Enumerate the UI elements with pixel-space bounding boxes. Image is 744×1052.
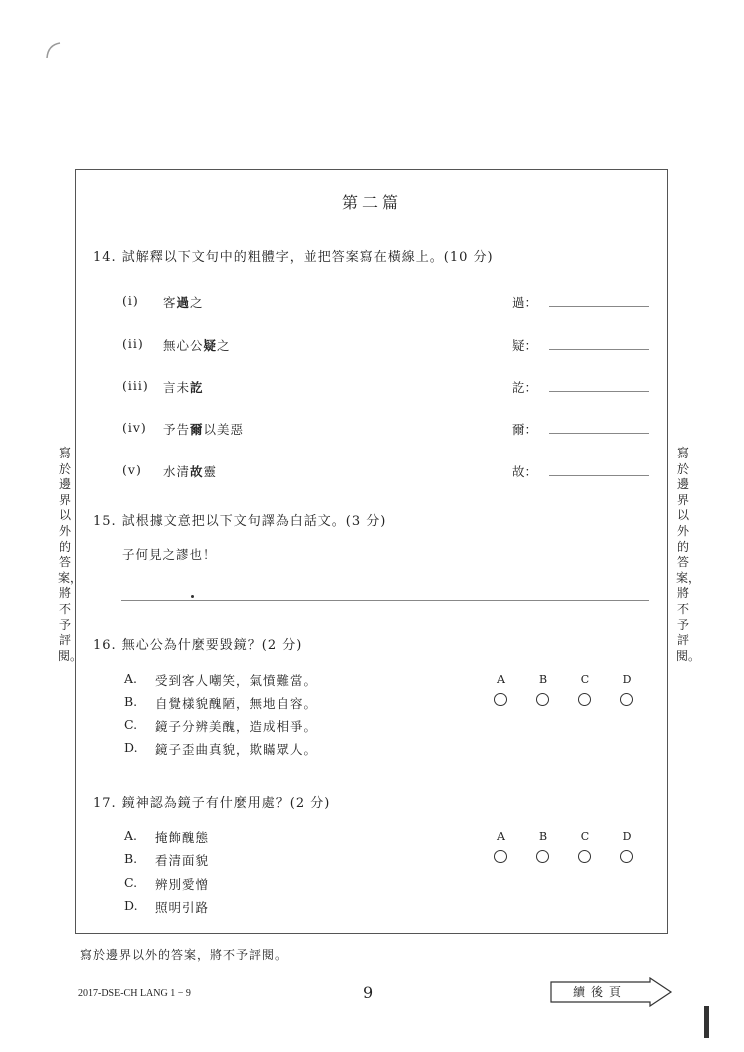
q17-bubble-letter-d: D xyxy=(622,830,632,843)
q16-option-letter: C. xyxy=(124,717,138,732)
q16-option-letter: A. xyxy=(124,671,138,686)
q14-answer-line[interactable] xyxy=(549,349,649,350)
q16-bubble-b[interactable] xyxy=(536,693,549,706)
q14-item-text: 水清故靈 xyxy=(163,464,218,479)
q15-sentence: 子何見之謬也！ xyxy=(122,547,217,562)
q14-item-label: (iii) xyxy=(122,378,149,393)
q16-option-letter: B. xyxy=(124,694,138,709)
q17-prompt: 17. 鏡神認為鏡子有什麼用處？(2 分) xyxy=(93,796,331,811)
q17-bubble-c[interactable] xyxy=(578,850,591,863)
q14-answer-char: 疑： xyxy=(512,338,538,353)
q16-bubble-letter-d: D xyxy=(622,673,632,686)
q14-answer-char: 過： xyxy=(512,295,538,310)
q16-option-text: 鏡子歪曲真貌，欺瞞眾人。 xyxy=(155,742,318,757)
q14-item-label: (ii) xyxy=(122,336,144,351)
paper-code: 2017-DSE-CH LANG 1 − 9 xyxy=(78,988,191,999)
q14-answer-char: 訖： xyxy=(512,380,538,395)
q16-bubble-letter-b: B xyxy=(538,673,548,686)
q17-option-text: 看清面貌 xyxy=(155,853,210,868)
q14-answer-char: 故： xyxy=(512,464,538,479)
q17-bubble-b[interactable] xyxy=(536,850,549,863)
q17-option-letter: D. xyxy=(124,898,138,913)
q15-prompt: 15. 試根據文意把以下文句譯為白話文。(3 分) xyxy=(93,514,387,529)
q16-bubble-a[interactable] xyxy=(494,693,507,706)
q17-option-letter: C. xyxy=(124,875,138,890)
q17-option-letter: B. xyxy=(124,851,138,866)
q17-bubble-letter-b: B xyxy=(538,830,548,843)
q14-prompt: 14. 試解釋以下文句中的粗體字，並把答案寫在橫線上。(10 分) xyxy=(93,250,494,265)
q17-bubble-letter-a: A xyxy=(497,830,505,843)
continue-label: 續後頁 xyxy=(572,985,627,999)
right-margin-note: 寫於邊界以外的答案，將不予評閱。 xyxy=(676,446,701,663)
continue-arrow xyxy=(550,977,674,1007)
q15-answer-line[interactable] xyxy=(121,600,649,601)
ink-dot xyxy=(191,595,194,598)
q17-option-text: 照明引路 xyxy=(155,900,210,915)
q17-option-letter: A. xyxy=(124,828,138,843)
q17-bubble-a[interactable] xyxy=(494,850,507,863)
q16-option-text: 鏡子分辨美醜，造成相爭。 xyxy=(155,719,318,734)
q16-bubble-letter-a: A xyxy=(497,673,505,686)
q14-item-text: 客過之 xyxy=(163,295,204,310)
edge-mark xyxy=(704,1006,709,1038)
q16-bubble-c[interactable] xyxy=(578,693,591,706)
q16-prompt: 16. 無心公為什麼要毀鏡？(2 分) xyxy=(93,638,303,653)
page-number: 9 xyxy=(363,983,374,1002)
q14-item-text: 言未訖 xyxy=(163,380,204,395)
q14-item-label: (v) xyxy=(122,462,142,477)
q17-option-text: 辨別愛憎 xyxy=(155,877,210,892)
q14-item-label: (i) xyxy=(122,293,139,308)
q16-option-text: 受到客人嘲笑，氣憤難當。 xyxy=(155,673,318,688)
q17-option-text: 掩飾醜態 xyxy=(155,830,210,845)
q14-item-label: (iv) xyxy=(122,420,147,435)
q14-answer-char: 爾： xyxy=(512,422,538,437)
q14-answer-line[interactable] xyxy=(549,306,649,307)
section-title: 第二篇 xyxy=(341,193,402,212)
q16-option-text: 自覺樣貌醜陋，無地自容。 xyxy=(155,696,318,711)
q14-answer-line[interactable] xyxy=(549,433,649,434)
q17-bubble-letter-c: C xyxy=(580,830,590,843)
q16-bubble-letter-c: C xyxy=(580,673,590,686)
q16-option-letter: D. xyxy=(124,740,138,755)
q14-item-text: 無心公疑之 xyxy=(163,338,231,353)
q17-bubble-d[interactable] xyxy=(620,850,633,863)
corner-mark-icon xyxy=(44,40,64,60)
q14-answer-line[interactable] xyxy=(549,475,649,476)
q16-bubble-d[interactable] xyxy=(620,693,633,706)
footer-note: 寫於邊界以外的答案，將不予評閱。 xyxy=(80,948,289,962)
q14-item-text: 予告爾以美惡 xyxy=(163,422,245,437)
left-margin-note: 寫於邊界以外的答案，將不予評閱。 xyxy=(58,446,83,663)
q14-answer-line[interactable] xyxy=(549,391,649,392)
